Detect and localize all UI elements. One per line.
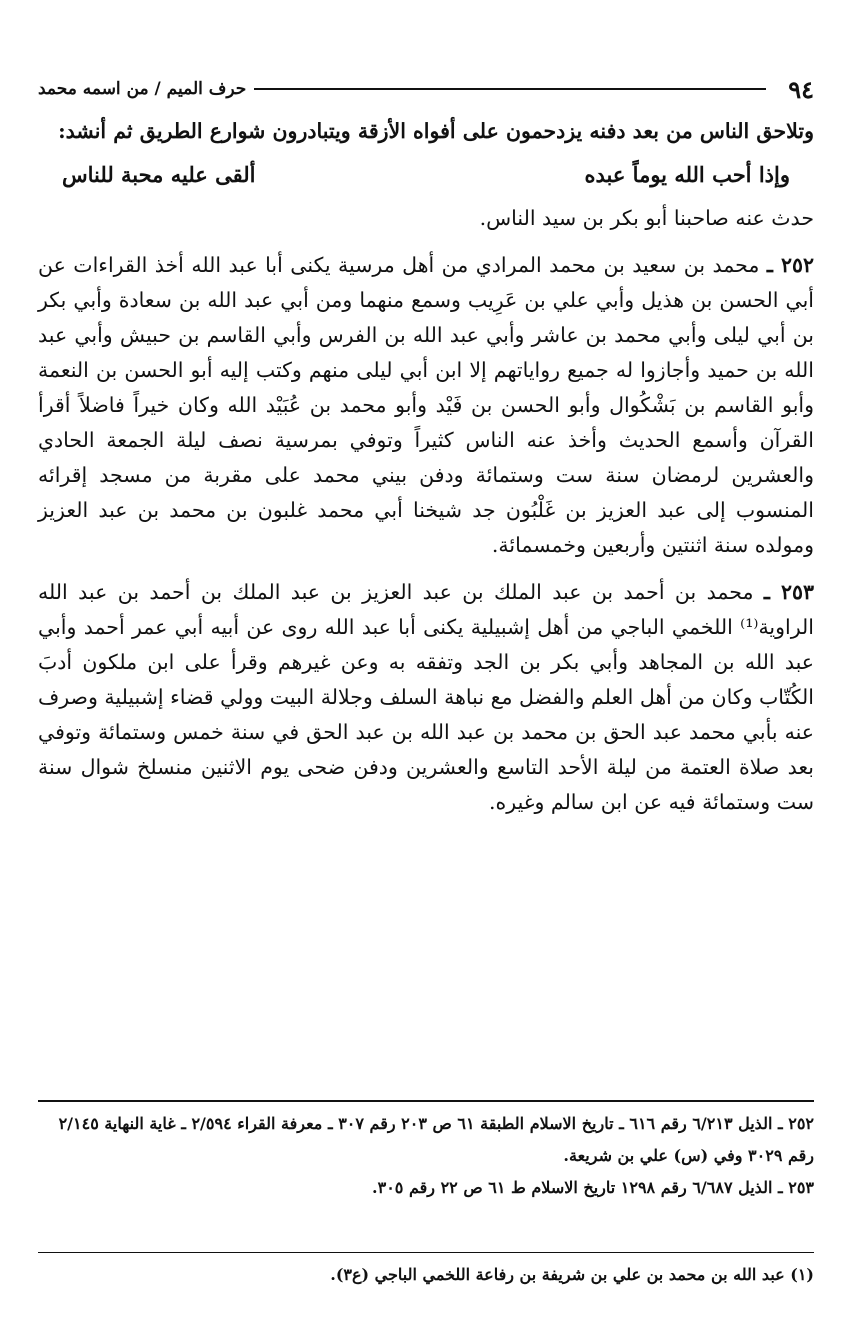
running-title: حرف الميم / من اسمه محمد [38,79,247,99]
book-page [38,72,814,1312]
biography-entry [38,248,814,563]
reference-line: ٢٥٢ ـ الذيل ٦/٢١٣ رقم ٦١٦ ـ تاريخ الاسلام الطبقة ٦١ ص ٢٠٣ رقم ٣٠٧ ـ معرفة القراء ٢/٥٩٤ ـ غاية النهاية ٢/١٤٥ رقم ٣٠٢٩ وفي (س) علي بن شريعة. [58,1114,814,1165]
header-rule [254,88,766,90]
entry-text: محمد بن أحمد بن عبد الملك بن عبد العزيز بن عبد الملك بن أحمد بن عبد الله الراوية⁽¹⁾ اللخمي الباجي من أهل إشبيلية يكنى أبا عبد الله روى عن أبيه أبي عمر أحمد وأبي عبد الله بن المجاهد وأبي بكر بن الجد وتفقه به وعن غيرهم وقرأ على ابن ملكون أدبَ الكُتّاب وكان من أهل العلم والفضل مع نباهة السلف وجلالة البيت وولي قضاء إشبيلية وصرف عنه بأبي محمد عبد الحق بن محمد بن عبد الله بن عبد الحق في سنة خمس وستمائة وتوفي بعد صلاة العتمة من ليلة الأحد التاسع والعشرين ودفن ضحى يوم الاثنين منسلخ شوال سنة ست وستمائة فيه عن ابن سالم وغيره. [38,580,815,814]
verse-second-hemistich: ألقى عليه محبة للناس [62,162,256,187]
continuation-paragraph: وتلاحق الناس من بعد دفنه يزدحمون على أفواه الأزقة ويتبادرون شوارع الطريق ثم أنشد: [58,119,814,143]
footnote [38,1252,814,1289]
footnote-text: (١) عبد الله بن محمد بن علي بن شريفة بن رفاعة اللخمي الباجي (ع٣). [330,1265,814,1284]
reference-line: ٢٥٣ ـ الذيل ٦/٦٨٧ رقم ١٢٩٨ تاريخ الاسلام ط ٦١ ص ٢٢ رقم ٣٠٥. [372,1178,814,1197]
biography-entry [38,575,814,820]
page-header [38,72,814,106]
entry-text: محمد بن سعيد بن محمد المرادي من أهل مرسية يكنى أبا عبد الله أخذ القراءات عن أبي الحسن بن هذيل وأبي علي بن عَرِيب وسمع منهما ومن أبي عبد الله بن سعادة وأبي بكر بن أبي ليلى وأبي محمد بن عاشر وأبي عبد الله بن الفرس وأبي القاسم بن حبيش وأبي عبد الله بن حميد وأجازوا له جميع رواياتهم إلا ابن أبي ليلى منهم وكتب إليه أبو الحسن بن النعمة وأبو القاسم بن بَشْكُوال وأبو الحسن بن فَيْد وأبو محمد بن عُبَيْد الله وكان خيراً فاضلاً أقرأ القرآن وأسمع الحديث وأخذ عنه الناس كثيراً وتوفي بمرسية نصف ليلة الجمعة الحادي والعشرين لرمضان سنة ست وستمائة ودفن بيني محمد على مقربة من مسجد إقرائه المنسوب إلى عبد العزيز بن غَلْبُون جد شيخنا أبي محمد غلبون بن محمد بن عبد العزيز ومولده سنة اثنتين وأربعين وخمسمائة. [38,253,814,557]
references-section [38,1100,814,1204]
poem-verse [38,155,814,195]
entry-number: ٢٥٢ ـ [766,253,814,277]
main-text [38,114,814,820]
attribution-line: حدث عنه صاحبنا أبو بكر بن سيد الناس. [479,206,814,230]
verse-first-hemistich: وإذا أحب الله يوماً عبده [584,162,790,187]
page-number: ٩٤ [788,74,814,104]
entry-number: ٢٥٣ ـ [763,580,814,604]
